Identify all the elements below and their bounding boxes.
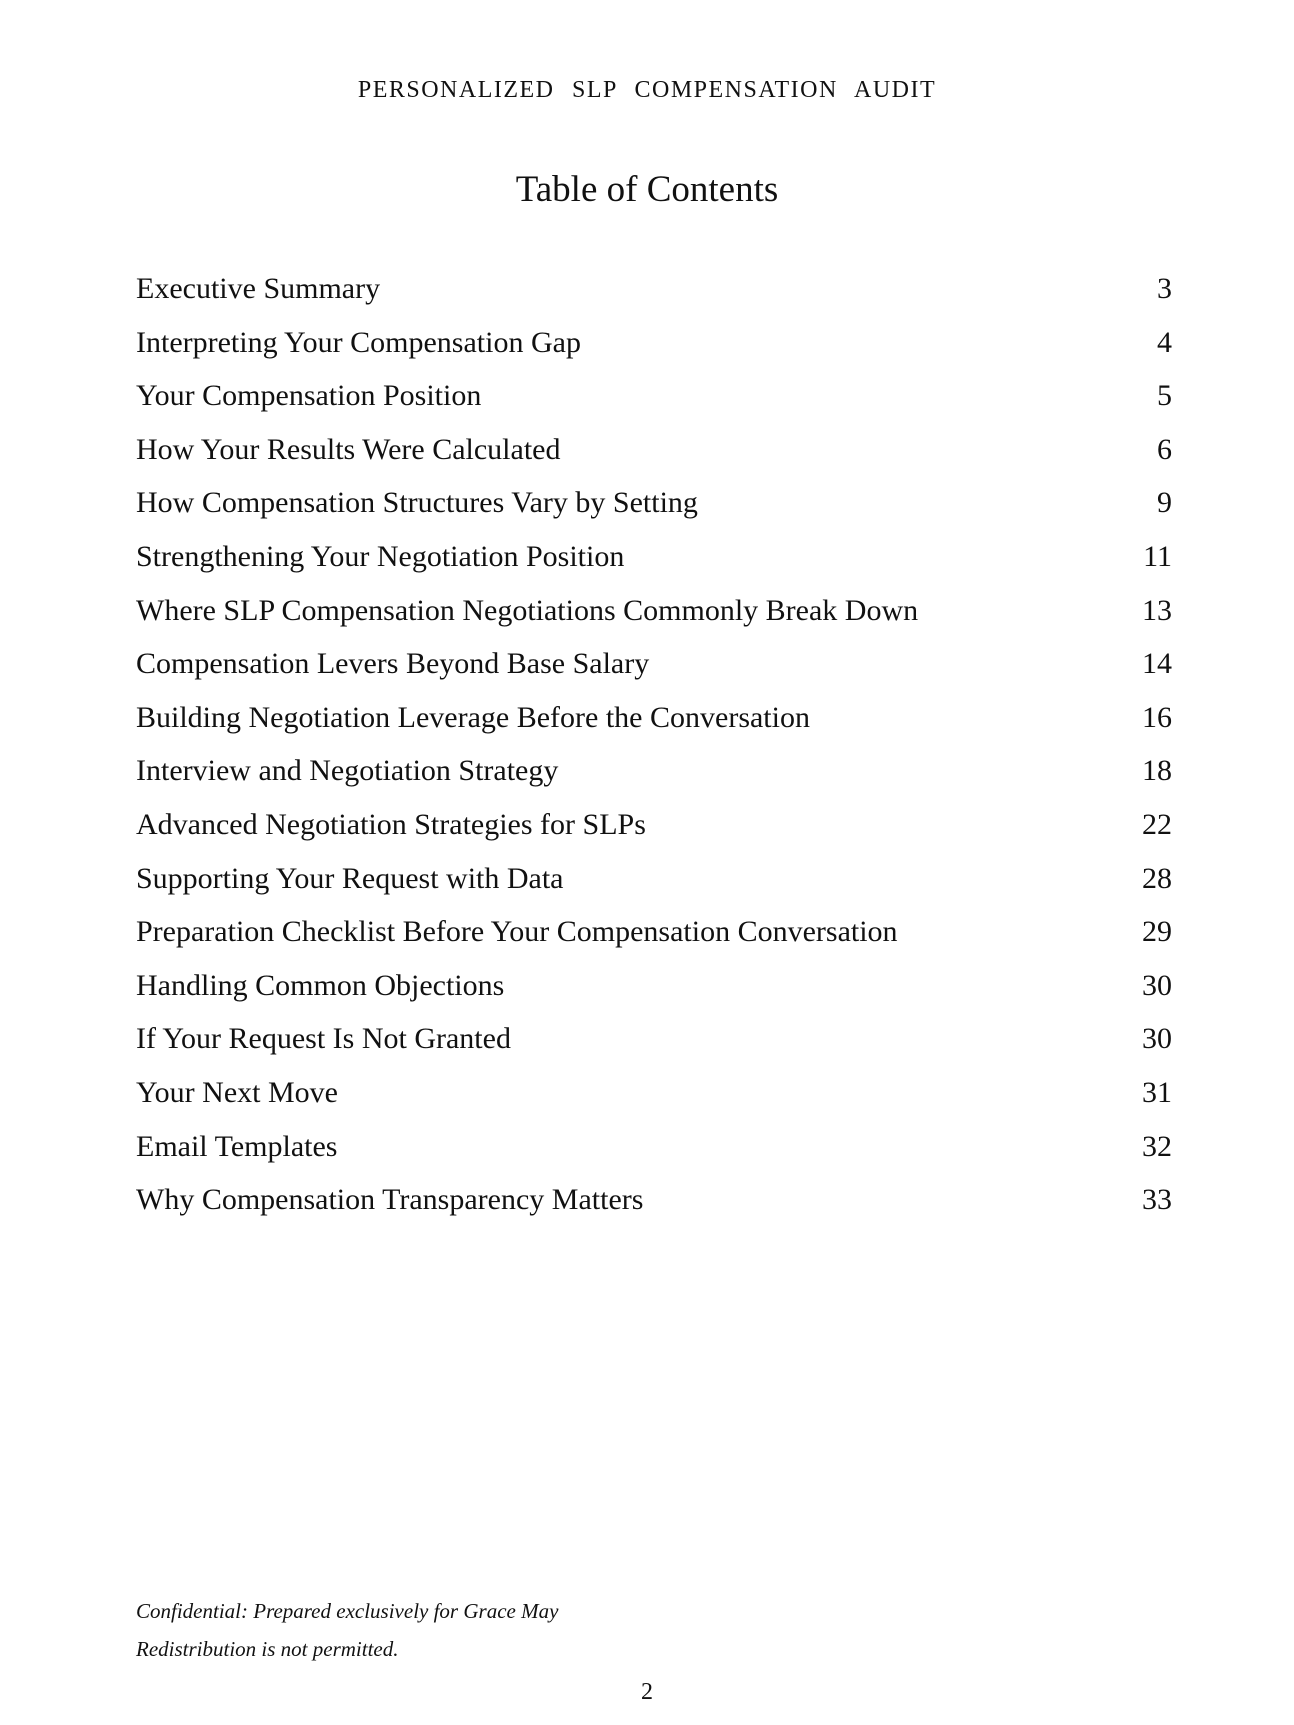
toc-entry[interactable] [136,1073,1172,1127]
toc-entry-page: 30 [1142,968,1172,1002]
toc-entry-page: 6 [1157,432,1172,466]
toc-entry-title: Executive Summary [136,272,381,305]
toc-entry-title: Building Negotiation Leverage Before the Conversation [136,700,810,734]
toc-entry[interactable] [136,1019,1172,1073]
running-header: PERSONALIZED SLP COMPENSATION AUDIT [357,77,937,103]
toc-entry-title: Your Next Move [136,1075,338,1109]
page-number: 2 [641,1679,653,1705]
toc-entry-page: 28 [1142,861,1172,895]
toc-entry[interactable] [136,698,1172,752]
toc-entry[interactable] [136,537,1172,591]
confidential-note: Confidential: Prepared exclusively for Grace May [136,1599,559,1623]
toc-entry-title: Where SLP Compensation Negotiations Commonly Break Down [136,593,919,627]
toc-entry-page: 11 [1143,539,1172,573]
toc-entry[interactable] [136,591,1172,645]
toc-entry[interactable] [136,1127,1172,1181]
toc-entry-page: 18 [1142,754,1172,788]
toc-entry-page: 5 [1157,379,1172,413]
toc-entry-page: 14 [1142,647,1172,681]
toc-entry[interactable] [136,376,1172,430]
toc-entry-title: Why Compensation Transparency Matters [136,1183,644,1217]
toc-entry-page: 13 [1142,593,1172,627]
toc-entry[interactable] [136,483,1172,537]
toc-entry-title: Compensation Levers Beyond Base Salary [136,647,650,681]
toc-entry[interactable] [136,912,1172,966]
toc-entry[interactable] [136,966,1172,1020]
toc-entry-title: Interview and Negotiation Strategy [136,754,559,788]
toc-entry-page: 32 [1142,1129,1172,1163]
toc-entry-page: 22 [1142,807,1172,841]
toc-entry-title: Interpreting Your Compensation Gap [136,325,581,359]
toc-entry-page: 30 [1142,1022,1172,1056]
toc-entry[interactable] [136,751,1172,805]
toc-entry-title: Preparation Checklist Before Your Compensation Conversation [136,915,898,949]
toc-entry-page: 4 [1157,325,1172,359]
toc-list [136,269,1172,1234]
toc-entry-title: Email Templates [136,1129,338,1163]
toc-entry-page: 9 [1157,486,1172,520]
toc-entry[interactable] [136,805,1172,859]
toc-entry-title: Strengthening Your Negotiation Position [136,539,625,573]
toc-entry-page: 29 [1142,915,1172,949]
toc-entry-title: Advanced Negotiation Strategies for SLPs [136,807,646,841]
toc-entry-title: Supporting Your Request with Data [136,861,564,895]
toc-entry[interactable] [136,859,1172,913]
toc-entry[interactable] [136,1180,1172,1234]
toc-entry-page: 31 [1142,1075,1172,1109]
toc-entry-page: 3 [1157,272,1172,305]
toc-entry-title: How Your Results Were Calculated [136,432,561,466]
toc-entry-title: If Your Request Is Not Granted [136,1022,511,1056]
toc-entry-title: Handling Common Objections [136,968,505,1002]
toc-entry[interactable] [136,269,1172,323]
page-title: Table of Contents [515,169,779,210]
toc-entry[interactable] [136,323,1172,377]
toc-entry[interactable] [136,644,1172,698]
toc-entry-title: Your Compensation Position [136,379,482,413]
toc-entry-page: 33 [1142,1183,1172,1217]
toc-entry-title: How Compensation Structures Vary by Setting [136,486,698,520]
toc-entry[interactable] [136,430,1172,484]
redistribution-note: Redistribution is not permitted. [136,1637,399,1661]
toc-entry-page: 16 [1142,700,1172,734]
